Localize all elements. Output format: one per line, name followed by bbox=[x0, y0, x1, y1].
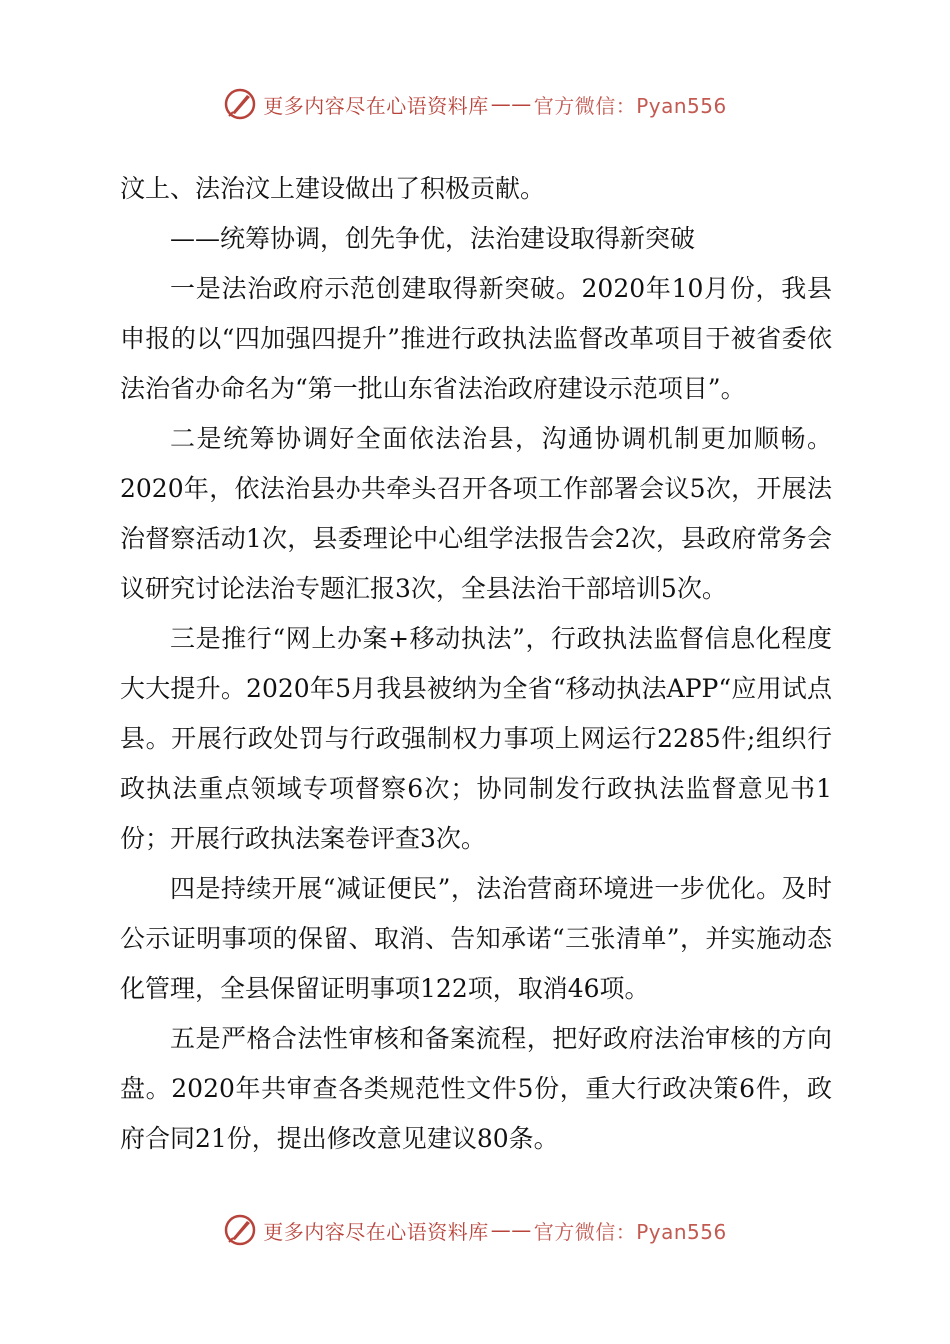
banner-text: 更多内容尽在心语资料库 bbox=[263, 93, 489, 118]
banner-text: 更多内容尽在心语资料库 bbox=[263, 1219, 489, 1244]
banner-wechat: 官方微信：Pyan556 bbox=[533, 93, 727, 118]
paragraph-1: 一是法治政府示范创建取得新突破。2020年10月份，我县申报的以“四加强四提升”推进行政执法监督改革项目于被省委依法治省办命名为“第一批山东省法治政府建设示范项目”。 bbox=[120, 274, 832, 403]
banner-separator: —— bbox=[490, 1218, 532, 1242]
banner-separator: —— bbox=[490, 92, 532, 116]
paragraph-3: 三是推行“网上办案+移动执法”，行政执法监督信息化程度大大提升。2020年5月我县被纳为全省“移动执法APP“应用试点县。开展行政处罚与行政强制权力事项上网运行2285件;组织行政执法重点领域专项督察6次；协同制发行政执法监督意见书1份；开展行政执法案卷评查3次。 bbox=[120, 624, 832, 853]
paragraph-5: 五是严格合法性审核和备案流程，把好政府法治审核的方向盘。2020年共审查各类规范性文件5份，重大行政决策6件，政府合同21份，提出修改意见建议80条。 bbox=[120, 1024, 832, 1153]
paragraph-2: 二是统筹协调好全面依法治县，沟通协调机制更加顺畅。2020年，依法治县办共牵头召开各项工作部署会议5次，开展法治督察活动1次，县委理论中心组学法报告会2次，县政府常务会议研究讨论法治专题汇报3次，全县法治干部培训5次。 bbox=[120, 424, 832, 603]
header-watermark-banner bbox=[0, 82, 950, 126]
quill-logo-icon bbox=[223, 1213, 257, 1247]
banner-wechat: 官方微信：Pyan556 bbox=[533, 1219, 727, 1244]
section-heading: ——统筹协调，创先争优，法治建设取得新突破 bbox=[170, 224, 696, 253]
footer-watermark-banner bbox=[0, 1208, 950, 1252]
document-body bbox=[120, 164, 832, 1164]
paragraph-4: 四是持续开展“减证便民”，法治营商环境进一步优化。及时公示证明事项的保留、取消、告知承诺“三张清单”，并实施动态化管理，全县保留证明事项122项，取消46项。 bbox=[120, 874, 832, 1003]
quill-logo-icon bbox=[223, 87, 257, 121]
paragraph-continuation: 汶上、法治汶上建设做出了积极贡献。 bbox=[120, 174, 546, 203]
